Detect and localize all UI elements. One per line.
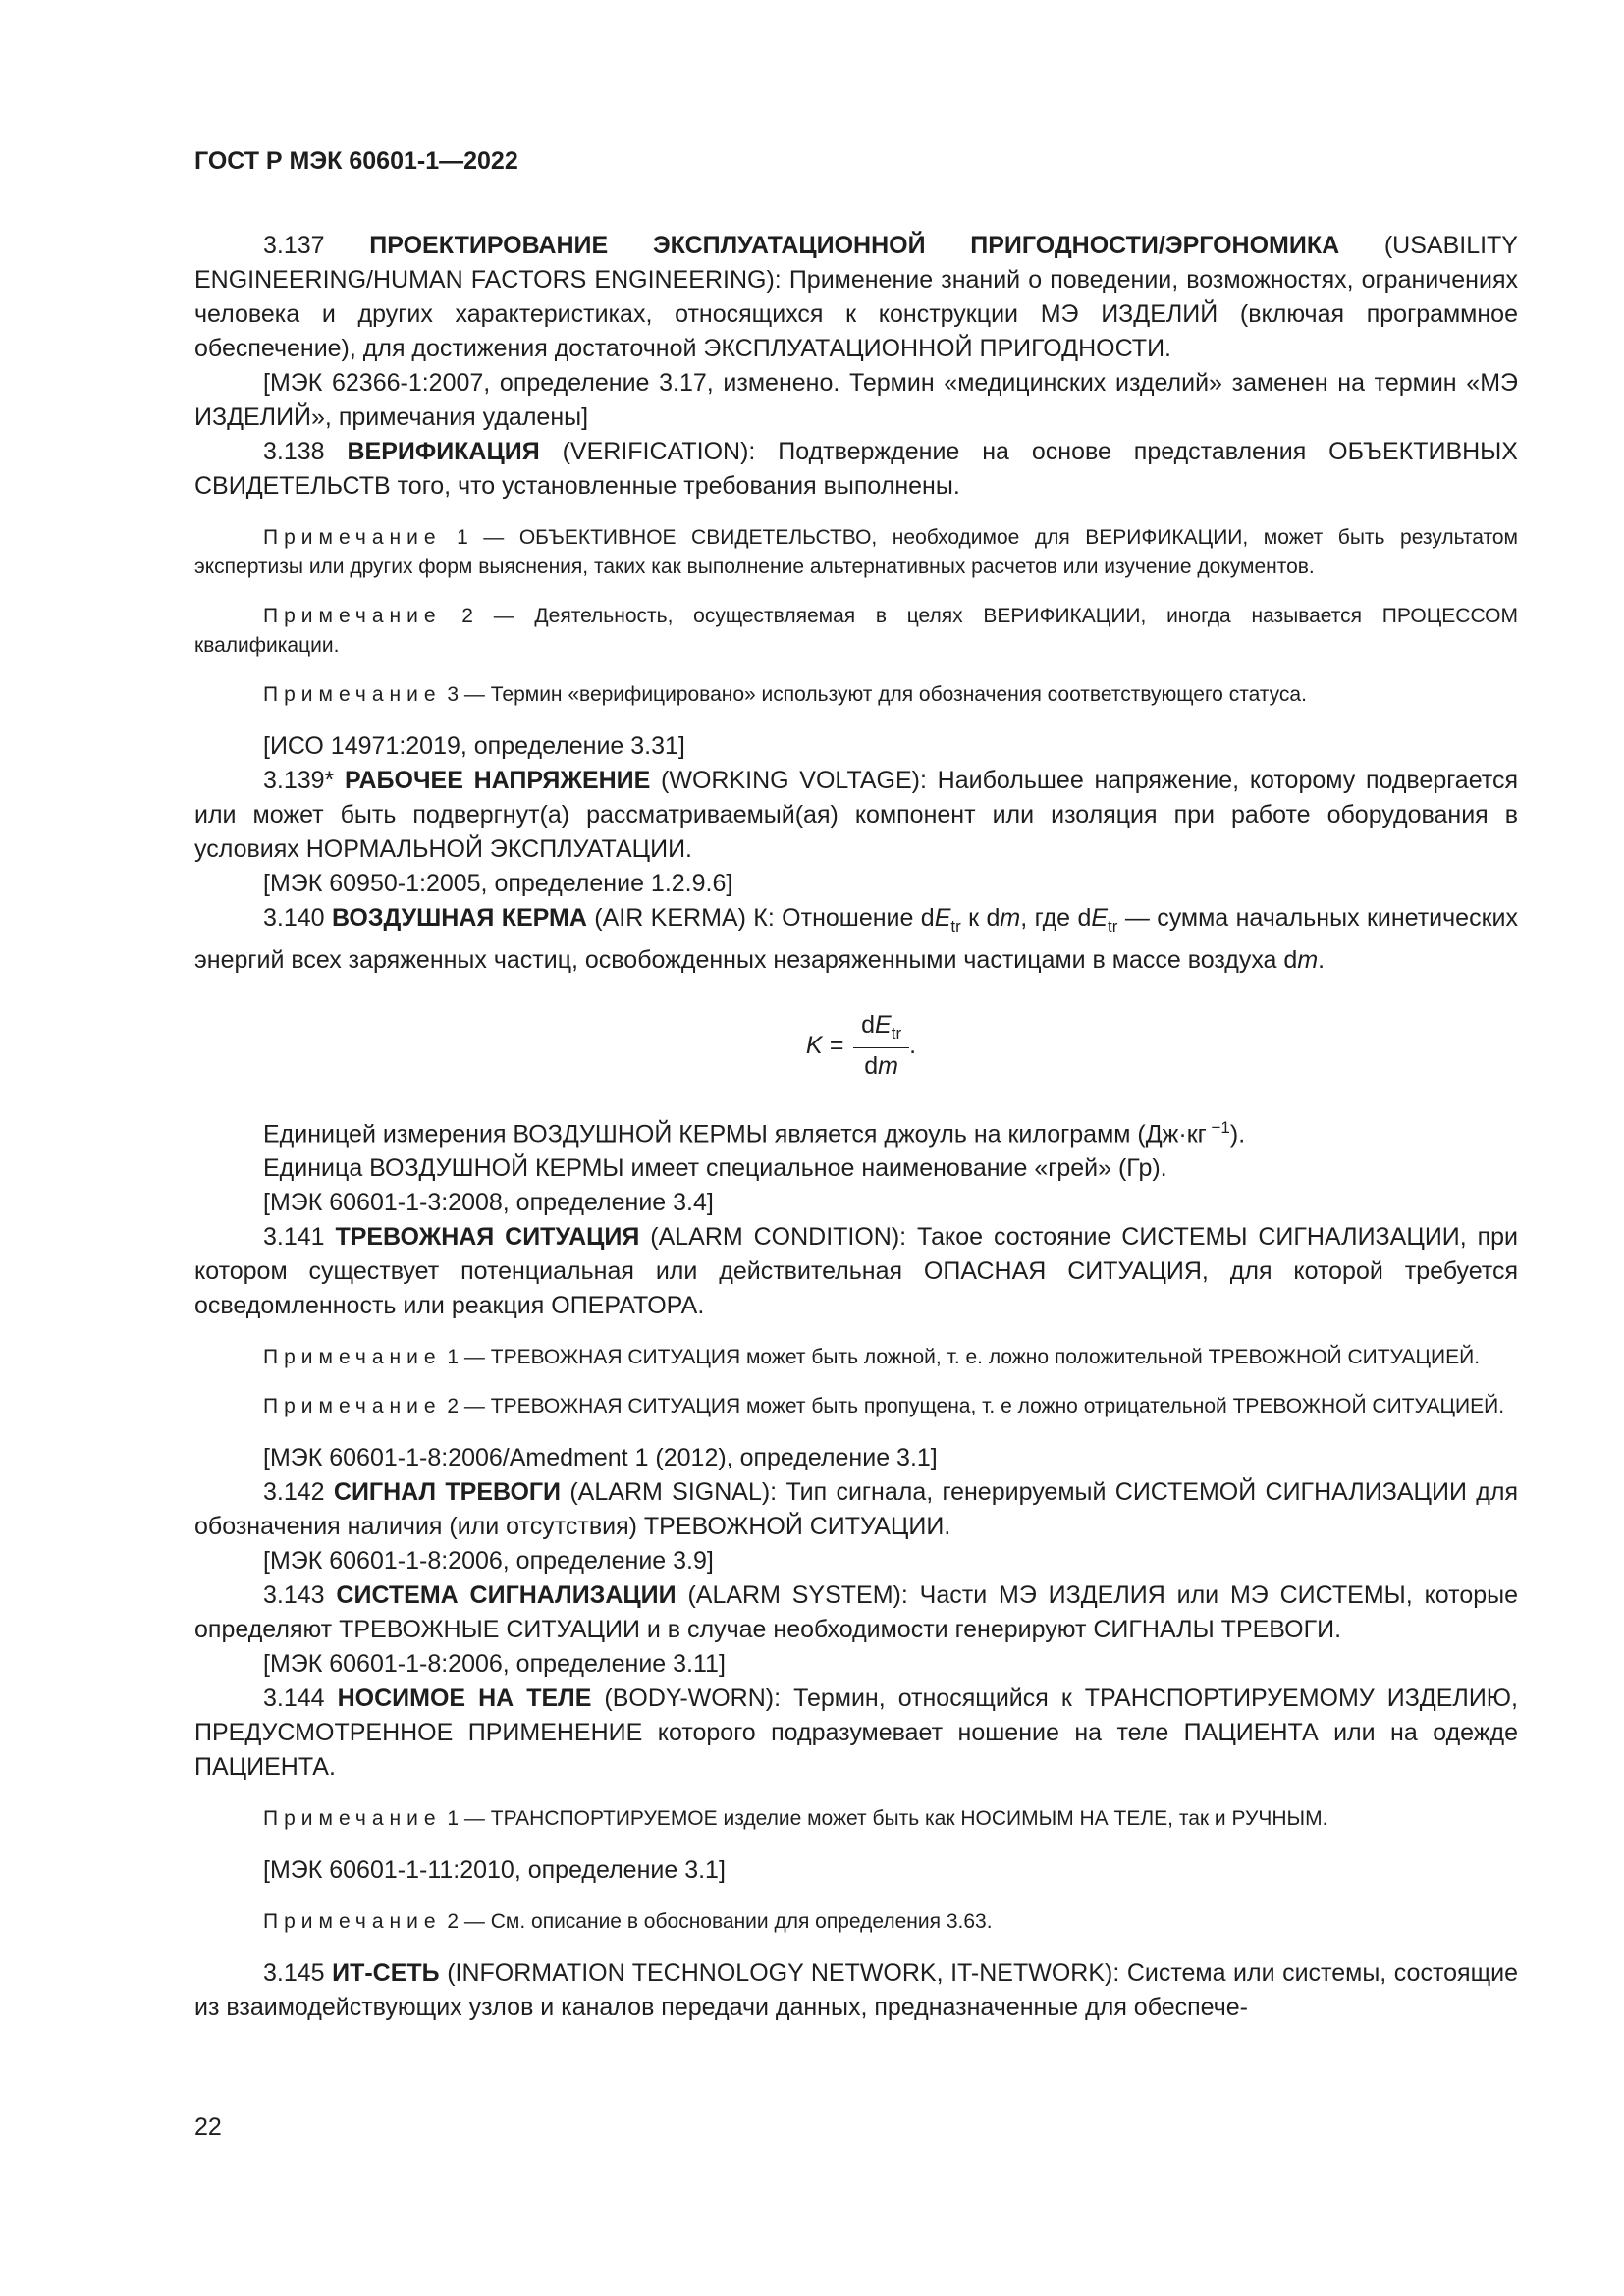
source-reference: [МЭК 62366-1:2007, определение 3.17, изменено. Термин «медицинских изделий» заменен на термин «МЭ ИЗДЕЛИЙ», примечания удалены] xyxy=(194,369,1518,431)
source-reference: [МЭК 60950-1:2005, определение 1.2.9.6] xyxy=(263,870,733,897)
definition-3-141: 3.141 ТРЕВОЖНАЯ СИТУАЦИЯ (ALARM CONDITION): Такое состояние СИСТЕМЫ СИГНАЛИЗАЦИИ, при котором существует потенциальная или действительная ОПАСНАЯ СИТУАЦИЯ, для которой требуется осведомленность или реакция ОПЕРАТОРА. xyxy=(194,1223,1518,1320)
term: ТРЕВОЖНАЯ СИТУАЦИЯ xyxy=(335,1223,640,1252)
term: СИГНАЛ ТРЕВОГИ xyxy=(333,1478,562,1507)
note: Примечание 1 — ТРЕВОЖНАЯ СИТУАЦИЯ может быть ложной, т. е. ложно положительной ТРЕВОЖНОЙ СИТУАЦИЕЙ. xyxy=(263,1346,1481,1369)
term: ПРОЕКТИРОВАНИЕ ЭКСПЛУАТАЦИОННОЙ ПРИГОДНОСТИ/ЭРГОНОМИКА xyxy=(369,232,1340,259)
term: ВОЗДУШНАЯ КЕРМА xyxy=(331,904,587,932)
definition-3-145: 3.145 ИТ-СЕТЬ (INFORMATION TECHNOLOGY NETWORK, IT-NETWORK): Система или системы, состоящие из взаимодействующих узлов и каналов передачи данных, предназначенные для обеспече- xyxy=(194,1959,1519,2022)
document-header: ГОСТ Р МЭК 60601-1—2022 xyxy=(194,147,518,175)
term: СИСТЕМА СИГНАЛИЗАЦИИ xyxy=(336,1581,677,1610)
document-page xyxy=(194,147,1518,2025)
definition-3-139: 3.139* РАБОЧЕЕ НАПРЯЖЕНИЕ (WORKING VOLTAGE): Наибольшее напряжение, которому подвергается или может быть подвергнут(а) рассматриваемый(ая) компонент или изоляция при работе оборудования в условиях НОРМАЛЬНОЙ ЭКСПЛУАТАЦИИ. xyxy=(194,767,1518,863)
note: Примечание 2 — См. описание в обосновании для определения 3.63. xyxy=(263,1910,993,1934)
unit-text: Единицей измерения ВОЗДУШНОЙ КЕРМЫ является джоуль на килограмм (Дж·кг $^{-1}$). xyxy=(263,1118,1246,1148)
term: НОСИМОЕ НА ТЕЛЕ xyxy=(337,1684,592,1713)
definition-3-138: 3.138 ВЕРИФИКАЦИЯ (VERIFICATION): Подтверждение на основе представления ОБЪЕКТИВНЫХ СВИДЕТЕЛЬСТВ того, что установленные требования выполнены. xyxy=(194,438,1518,500)
definition-3-142: 3.142 СИГНАЛ ТРЕВОГИ (ALARM SIGNAL): Тип сигнала, генерируемый СИСТЕМОЙ СИГНАЛИЗАЦИИ для обозначения наличия (или отсутствия) ТРЕВОЖНОЙ СИТУАЦИИ. xyxy=(194,1478,1518,1541)
kerma-formula: K = $\frac{dE_{tr}}{dm}$ . xyxy=(805,1011,917,1080)
unit-text: Единица ВОЗДУШНОЙ КЕРМЫ имеет специальное наименование «грей» (Гр). xyxy=(263,1154,1167,1183)
source-reference: [МЭК 60601-1-8:2006/Amedment 1 (2012), определение 3.1] xyxy=(263,1444,938,1472)
formula-fraction xyxy=(853,1011,909,1081)
term: ВЕРИФИКАЦИЯ xyxy=(347,438,540,465)
definition-3-140: 3.140 ВОЗДУШНАЯ КЕРМА (AIR KERMA) К: Отношение $dE_{tr}$ к dm, где $dE_{tr}$ — сумма начальных кинетических энергий всех заряженных частиц, освобожденных незаряженными частицами в массе воздуха dm. xyxy=(194,904,1518,974)
formula-denominator: dm xyxy=(864,1052,898,1080)
formula-lhs: K = xyxy=(805,1032,844,1059)
note: Примечание 3 — Термин «верифицировано» используют для обозначения соответствующего статуса. xyxy=(263,683,1307,706)
formula-numerator: $dE_{tr}$ xyxy=(853,1011,909,1048)
note: Примечание 2 — ТРЕВОЖНАЯ СИТУАЦИЯ может быть пропущена, т. е ложно отрицательной ТРЕВОЖНОЙ СИТУАЦИЕЙ. xyxy=(263,1395,1505,1418)
page-number: 22 xyxy=(194,2113,222,2141)
definition-3-143: 3.143 СИСТЕМА СИГНАЛИЗАЦИИ (ALARM SYSTEM): Части МЭ ИЗДЕЛИЯ или МЭ СИСТЕМЫ, которые определяют ТРЕВОЖНЫЕ СИТУАЦИИ и в случае необходимости генерируют СИГНАЛЫ ТРЕВОГИ. xyxy=(194,1581,1518,1644)
source-reference: [ИСО 14971:2019, определение 3.31] xyxy=(263,732,685,760)
note: Примечание 1 — ТРАНСПОРТИРУЕМОЕ изделие может быть как НОСИМЫМ НА ТЕЛЕ, так и РУЧНЫМ. xyxy=(263,1807,1328,1831)
source-reference: [МЭК 60601-1-3:2008, определение 3.4] xyxy=(263,1189,714,1217)
note: Примечание 2 — Деятельность, осуществляемая в целях ВЕРИФИКАЦИИ, иногда называется ПРОЦЕССОМ квалификации. xyxy=(194,605,1518,657)
term: ИТ-СЕТЬ xyxy=(332,1959,440,1988)
term: РАБОЧЕЕ НАПРЯЖЕНИЕ xyxy=(345,767,651,794)
definition-3-144: 3.144 НОСИМОЕ НА ТЕЛЕ (BODY-WORN): Термин, относящийся к ТРАНСПОРТИРУЕМОМУ ИЗДЕЛИЮ, ПРЕДУСМОТРЕННОЕ ПРИМЕНЕНИЕ которого подразумевает ношение на теле ПАЦИЕНТА или на одежде ПАЦИЕНТА. xyxy=(194,1684,1518,1782)
source-reference: [МЭК 60601-1-11:2010, определение 3.1] xyxy=(263,1856,726,1885)
source-reference: [МЭК 60601-1-8:2006, определение 3.11] xyxy=(263,1650,726,1679)
note: Примечание 1 — ОБЪЕКТИВНОЕ СВИДЕТЕЛЬСТВО, необходимое для ВЕРИФИКАЦИИ, может быть результатом экспертизы или других форм выяснения, таких как выполнение альтернативных расчетов или изучение документов. xyxy=(194,526,1518,578)
definition-3-137: 3.137 ПРОЕКТИРОВАНИЕ ЭКСПЛУАТАЦИОННОЙ ПРИГОДНОСТИ/ЭРГОНОМИКА (USABILITY ENGINEERING/HUMAN FACTORS ENGINEERING): Применение знаний о поведении, возможностях, ограничениях человека и других характеристиках, относящихся к конструкции МЭ ИЗДЕЛИЙ (включая программное обеспечение), для достижения достаточной ЭКСПЛУАТАЦИОННОЙ ПРИГОДНОСТИ. xyxy=(194,232,1518,362)
source-reference: [МЭК 60601-1-8:2006, определение 3.9] xyxy=(263,1547,714,1575)
